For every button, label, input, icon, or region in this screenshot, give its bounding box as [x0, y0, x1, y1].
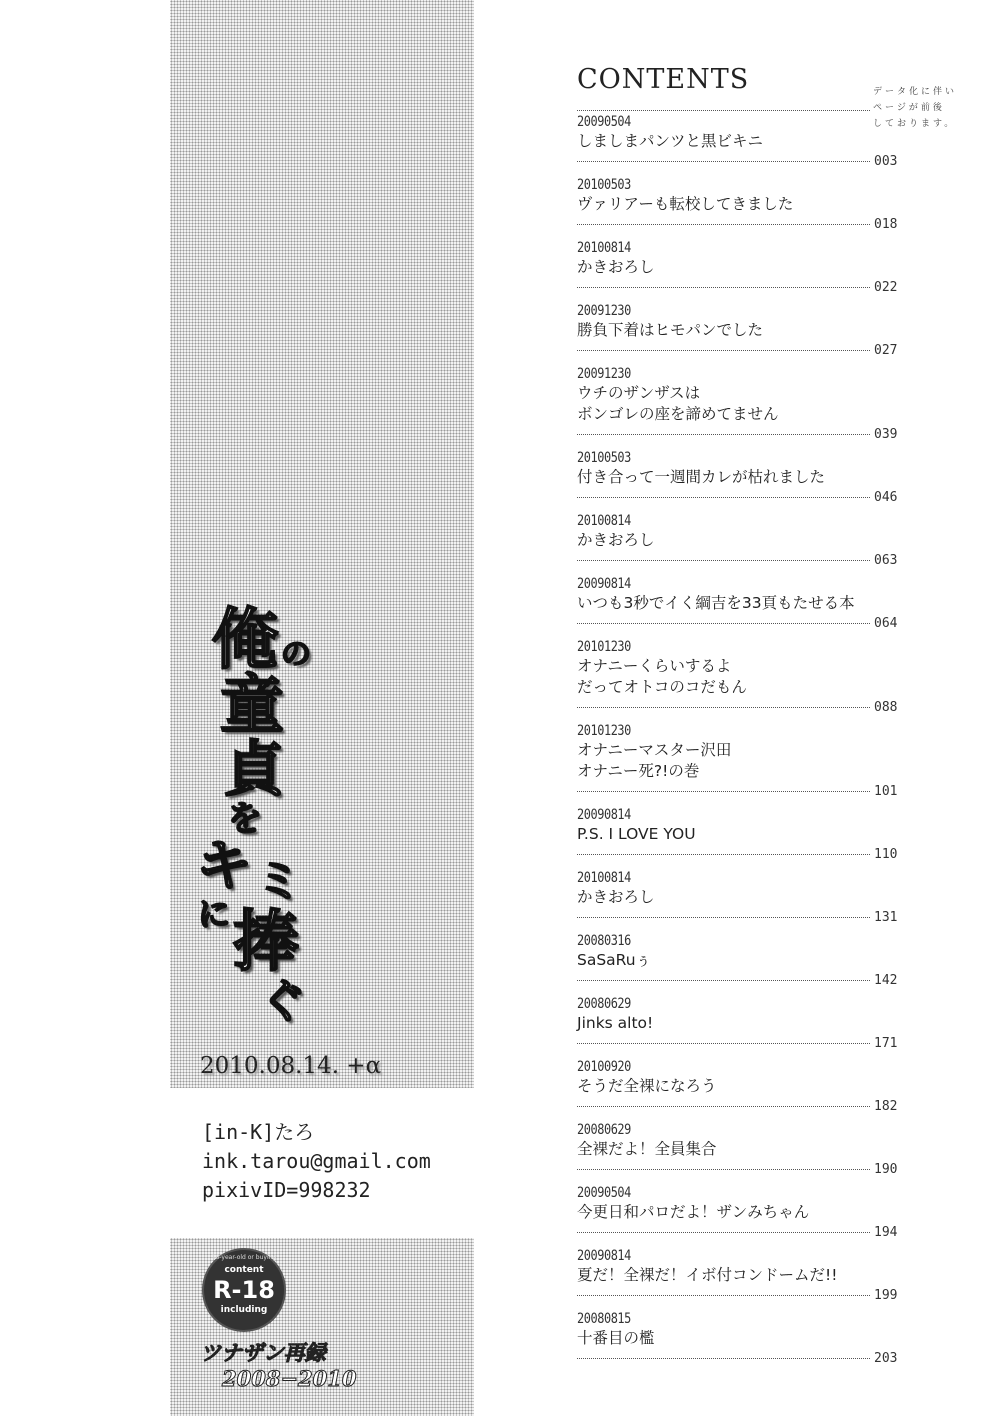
entry-title: いつも3秒でイく綱吉を33頁もたせる本 [577, 594, 855, 612]
entry-date: 20090504 [577, 1185, 631, 1201]
entry-title: 十番目の檻 [577, 1329, 655, 1347]
toc-entry[interactable] [577, 447, 902, 510]
reprint-title [200, 1340, 357, 1392]
entry-title: 全裸だよ！全員集合 [577, 1140, 717, 1158]
entry-date: 20090814 [577, 807, 631, 823]
entry-title: だってオトコのコだもん [577, 678, 747, 696]
stamp-ring-text: 18-year-old or buying [211, 1254, 277, 1261]
contents-heading: CONTENTS [577, 64, 750, 95]
entry-title: ウチのザンザスは [577, 384, 701, 402]
entry-page-number: 142 [874, 973, 898, 988]
dotted-leader [577, 707, 870, 708]
entry-page-number: 039 [874, 427, 898, 442]
toc-entry[interactable] [577, 867, 902, 930]
toc-entry[interactable] [577, 174, 902, 237]
entry-title: しましまパンツと黒ビキニ [577, 132, 764, 150]
toc-entry[interactable] [577, 720, 902, 804]
dotted-leader [577, 980, 870, 981]
toc-entry[interactable] [577, 636, 902, 720]
dotted-leader [577, 1043, 870, 1044]
title-char: の [281, 637, 311, 672]
entry-date: 20091230 [577, 366, 631, 382]
note-line: ページが前後 [873, 103, 945, 113]
divider [577, 100, 870, 111]
author-email: ink.tarou@gmail.com [202, 1149, 431, 1173]
toc-entry[interactable] [577, 1056, 902, 1119]
entry-date: 20100503 [577, 177, 631, 193]
dotted-leader [577, 791, 870, 792]
entry-page-number: 022 [874, 280, 898, 295]
entry-title: P.S. I LOVE YOU [577, 825, 696, 843]
toc-entry[interactable] [577, 993, 902, 1056]
entry-date: 20100920 [577, 1059, 631, 1075]
toc-entry[interactable] [577, 111, 902, 174]
toc-entry[interactable] [577, 1119, 902, 1182]
table-of-contents [577, 100, 902, 1371]
toc-entry[interactable] [577, 510, 902, 573]
entry-date: 20091230 [577, 303, 631, 319]
entry-title: 今更日和パロだよ！ザンみちゃん [577, 1203, 810, 1221]
note-line: しております。 [873, 119, 957, 129]
entry-date: 20100814 [577, 513, 631, 529]
pixiv-id: pixivID=998232 [202, 1178, 371, 1202]
entry-title: SaSaRuぅ [577, 951, 652, 969]
toc-entry[interactable] [577, 1182, 902, 1245]
entry-page-number: 199 [874, 1288, 898, 1303]
toc-entry[interactable] [577, 300, 902, 363]
title-char: 捧 [233, 902, 299, 980]
title-char: を [228, 799, 262, 839]
entry-date: 20080629 [577, 996, 631, 1012]
toc-entry[interactable] [577, 237, 902, 300]
circle-name: [in-K]たろ [202, 1120, 315, 1144]
entry-page-number: 064 [874, 616, 898, 631]
entry-page-number: 046 [874, 490, 898, 505]
title-char: ぐ [260, 974, 306, 1028]
dotted-leader [577, 917, 870, 918]
dotted-leader [577, 1106, 870, 1107]
entry-page-number: 063 [874, 553, 898, 568]
entry-title: かきおろし [577, 531, 655, 549]
entry-title: 付き合って一週間カレが枯れました [577, 468, 826, 486]
entry-date: 20100503 [577, 450, 631, 466]
dotted-leader [577, 287, 870, 288]
entry-title: Jinks alto! [577, 1014, 654, 1032]
title-char: 貞 [224, 735, 284, 805]
entry-title: 勝負下着はヒモパンでした [577, 321, 764, 339]
dotted-leader [577, 623, 870, 624]
entry-date: 20080629 [577, 1122, 631, 1138]
r18-stamp [202, 1248, 286, 1332]
stamp-bottom-text: including [220, 1305, 268, 1315]
entry-page-number: 182 [874, 1099, 898, 1114]
entry-page-number: 171 [874, 1036, 898, 1051]
entry-date: 20090814 [577, 1248, 631, 1264]
reprint-years: 2008−2010 [222, 1366, 357, 1391]
note-line: データ化に伴い [873, 87, 958, 97]
toc-entry[interactable] [577, 930, 902, 993]
entry-page-number: 101 [874, 784, 898, 799]
entry-date: 20090504 [577, 114, 631, 130]
release-date: 2010.08.14. +α [200, 1053, 382, 1079]
reprint-title-text: ツナザン再録 [200, 1340, 326, 1365]
entry-page-number: 110 [874, 847, 898, 862]
title-char: キ [196, 833, 252, 899]
toc-entry[interactable] [577, 1308, 902, 1371]
entry-date: 20101230 [577, 639, 631, 655]
entry-page-number: 190 [874, 1162, 898, 1177]
entry-date: 20090814 [577, 576, 631, 592]
entry-page-number: 203 [874, 1351, 898, 1366]
toc-entry[interactable] [577, 573, 902, 636]
entry-page-number: 131 [874, 910, 898, 925]
entry-page-number: 027 [874, 343, 898, 358]
entry-date: 20100814 [577, 870, 631, 886]
title-char: に [198, 895, 231, 933]
dotted-leader [577, 1295, 870, 1296]
entry-date: 20080815 [577, 1311, 631, 1327]
entry-title: オナニーマスター沢田 [577, 741, 732, 759]
toc-entry[interactable] [577, 363, 902, 447]
title-char: 童 [220, 668, 284, 743]
dotted-leader [577, 350, 870, 351]
entry-page-number: 194 [874, 1225, 898, 1240]
dotted-leader [577, 1169, 870, 1170]
entry-date: 20101230 [577, 723, 631, 739]
dotted-leader [577, 161, 870, 162]
entry-title: かきおろし [577, 258, 655, 276]
author-info [202, 1118, 431, 1205]
dotted-leader [577, 497, 870, 498]
stamp-main-text: R-18 [213, 1276, 275, 1304]
entry-title: ボンゴレの座を諦めてません [577, 405, 779, 423]
stamp-top-text: content [224, 1265, 264, 1275]
dotted-leader [577, 560, 870, 561]
entry-title: オナニー死?!の巻 [577, 762, 700, 780]
title-char: ミ [256, 854, 302, 908]
entry-page-number: 003 [874, 154, 898, 169]
dotted-leader [577, 434, 870, 435]
dotted-leader [577, 224, 870, 225]
entry-title: かきおろし [577, 888, 655, 906]
title-char: 俺 [212, 600, 278, 678]
dotted-leader [577, 854, 870, 855]
entry-title: 夏だ！全裸だ！イボ付コンドームだ!! [577, 1266, 838, 1284]
entry-title: ヴァリアーも転校してきました [577, 195, 794, 213]
toc-entry[interactable] [577, 1245, 902, 1308]
entry-title: オナニーくらいするよ [577, 657, 732, 675]
dotted-leader [577, 1232, 870, 1233]
dotted-leader [577, 1358, 870, 1359]
entry-page-number: 018 [874, 217, 898, 232]
entry-date: 20080316 [577, 933, 631, 949]
entry-page-number: 088 [874, 700, 898, 715]
toc-entry[interactable] [577, 804, 902, 867]
entry-date: 20100814 [577, 240, 631, 256]
entry-title: そうだ全裸になろう [577, 1077, 717, 1095]
